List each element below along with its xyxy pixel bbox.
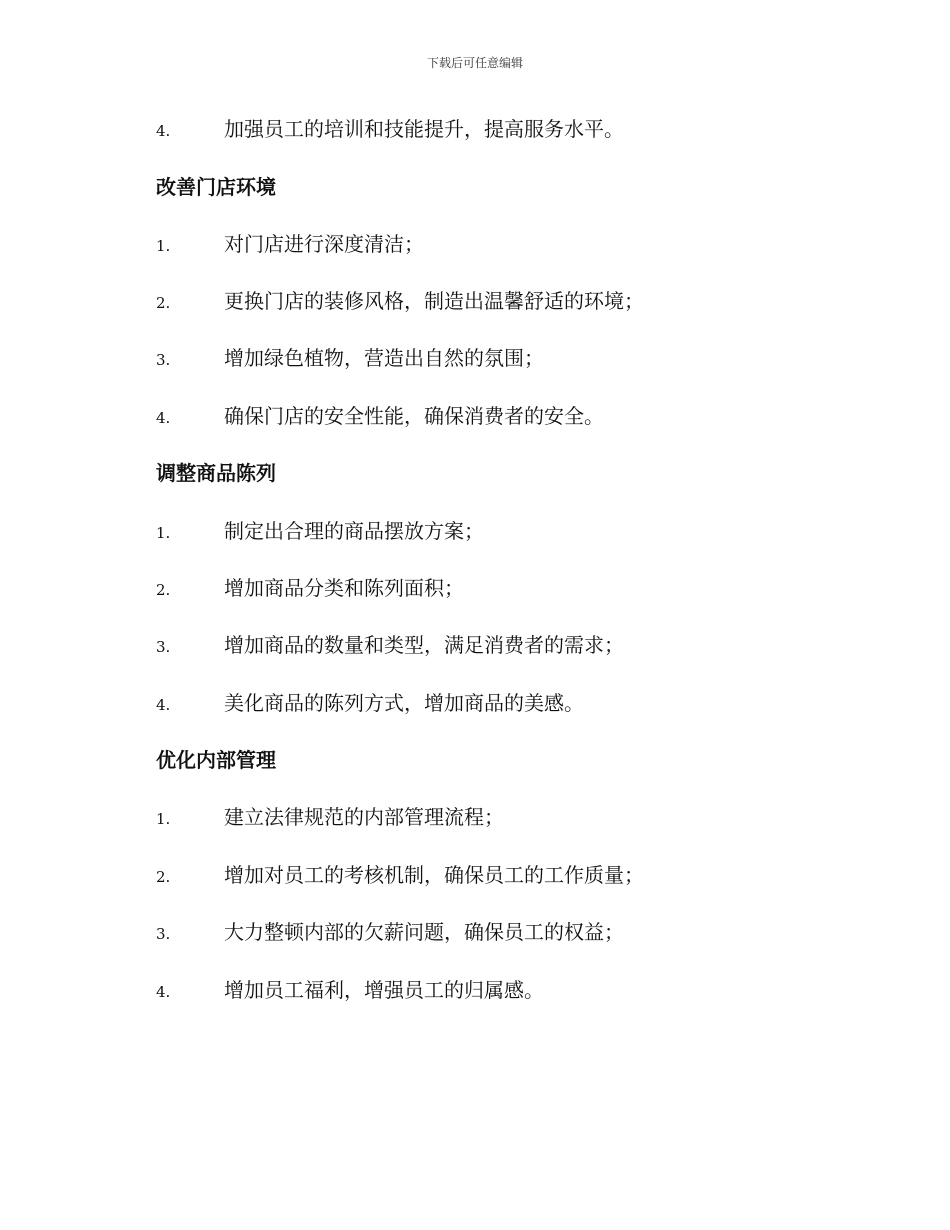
list-item [156,345,544,373]
list-number: 3. [156,351,171,369]
list-number: 2. [156,581,171,599]
list-number: 4. [156,409,171,427]
list-text: 对门店进行深度清洁； [224,232,424,256]
section-heading: 优化内部管理 [156,748,276,772]
list-item [156,403,604,431]
list-item [156,632,624,660]
list-number: 1. [156,810,171,828]
list-item [156,288,644,316]
list-item [156,919,624,947]
page-header: 下载后可任意编辑 [426,56,523,70]
list-text: 更换门店的装修风格，制造出温馨舒适的环境； [224,289,644,313]
list-text: 增加商品分类和陈列面积； [224,576,464,600]
list-item [156,804,504,832]
list-text: 加强员工的培训和技能提升，提高服务水平。 [224,117,624,141]
list-text: 制定出合理的商品摆放方案； [224,519,484,543]
list-number: 1. [156,524,171,542]
list-text: 增加商品的数量和类型，满足消费者的需求； [224,633,624,657]
list-number: 4. [156,983,171,1001]
list-text: 增加对员工的考核机制，确保员工的工作质量； [224,863,644,887]
list-item [156,116,624,144]
list-item [156,575,464,603]
list-text: 美化商品的陈列方式，增加商品的美感。 [224,691,584,715]
list-item [156,231,424,259]
list-text: 确保门店的安全性能，确保消费者的安全。 [224,404,604,428]
section-heading: 改善门店环境 [156,175,276,199]
list-number: 2. [156,868,171,886]
section-heading: 调整商品陈列 [156,461,276,485]
list-number: 1. [156,237,171,255]
list-text: 大力整顿内部的欠薪问题，确保员工的权益； [224,920,624,944]
list-number: 3. [156,638,171,656]
list-number: 4. [156,696,171,714]
list-item [156,518,484,546]
list-text: 增加绿色植物，营造出自然的氛围； [224,346,544,370]
list-text: 增加员工福利，增强员工的归属感。 [224,978,544,1002]
list-text: 建立法律规范的内部管理流程； [224,805,504,829]
list-item [156,862,644,890]
list-number: 4. [156,122,171,140]
list-item [156,690,584,718]
list-number: 2. [156,294,171,312]
list-item [156,977,544,1005]
list-number: 3. [156,925,171,943]
